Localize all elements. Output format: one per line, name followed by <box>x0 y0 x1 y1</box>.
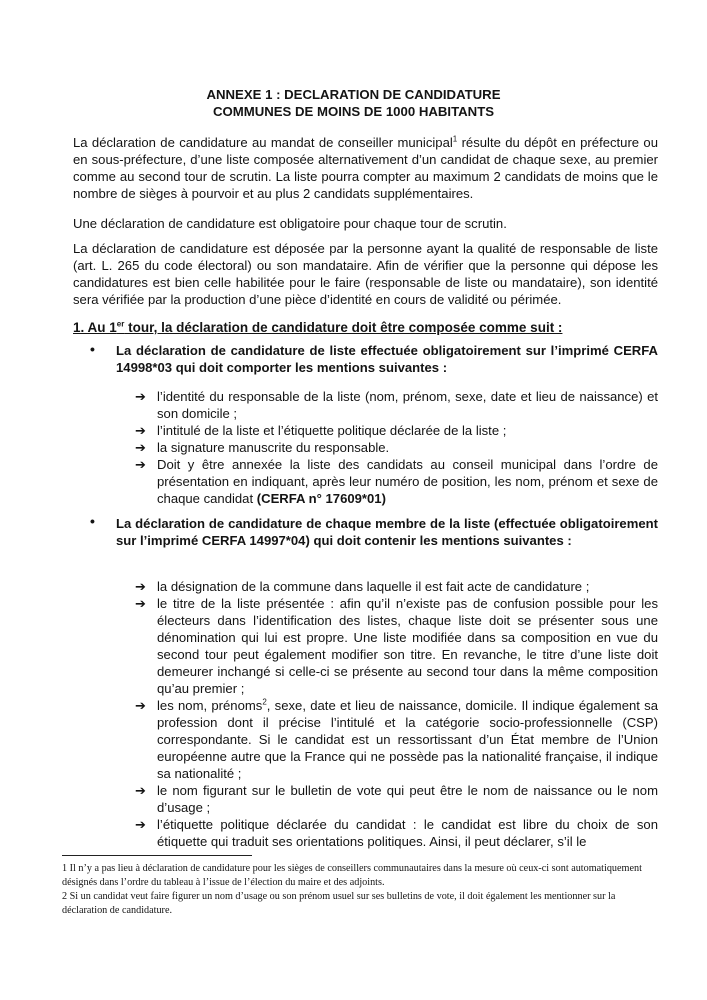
intro-paragraph-1: La déclaration de candidature au mandat de conseiller municipal$^1$ résulte du dépôt en préfecture ou en sous-préfecture, d’une liste composée alternativement d’un candidat de chaque sexe, au premier comme au second tour de scrutin. La liste pourra compter au maximum 2 candidats de moins que le nombre de sièges à pourvoir et au plus 2 candidats supplémentaires. <box>73 134 659 201</box>
arrow-right-icon: ➔ <box>135 389 146 404</box>
title-line-2: COMMUNES DE MOINS DE 1000 HABITANTS <box>212 104 495 119</box>
list-item: ➔ l’étiquette politique déclarée du candidat : le candidat est libre du choix de son étiquette qui traduit ses orientations politiques. Ainsi, il peut déclarer, s’il le <box>135 817 658 849</box>
bullet-1-text: La déclaration de candidature de liste effectuée obligatoirement sur l’imprimé CERFA 14998*03 qui doit comporter les mentions suivantes : <box>116 343 658 375</box>
footnote-ref-2: 2 <box>262 697 267 707</box>
arrow-right-icon: ➔ <box>135 579 146 594</box>
intro-paragraph-3: La déclaration de candidature est déposée par la personne ayant la qualité de responsable de liste (art. L. 265 du code électoral) ou son mandataire. Afin de vérifier que la personne qui dépose les candidatures est bien celle habilitée pour le faire (responsable de liste ou mandataire), son identité sera vérifiée par la production d’une pièce d’identité en cours de validité ou périmée. <box>73 241 658 307</box>
footnote-1: 1 Il n’y a pas lieu à déclaration de candidature pour les sièges de conseillers communautaires dans la mesure où ceux-ci sont automatiquement désignés dans l’ordre du tableau à l’issue de l’élection du maire et des adjoints. <box>62 863 642 888</box>
list-item: ➔ l’intitulé de la liste et l’étiquette politique déclarée de la liste ; <box>135 423 507 438</box>
footnote-ref-1: 1 <box>452 134 458 144</box>
arrow-right-icon: ➔ <box>135 698 146 713</box>
footnote-divider <box>62 855 252 856</box>
list-item: ➔ le nom figurant sur le bulletin de vote qui peut être le nom de naissance ou le nom d’usage ; <box>135 783 658 815</box>
arrow-right-icon: ➔ <box>135 817 146 832</box>
title-line-1: ANNEXE 1 : DECLARATION DE CANDIDATURE <box>206 87 501 102</box>
arrow-right-icon: ➔ <box>135 783 146 798</box>
list-item: ➔ les nom, prénoms$^2$, sexe, date et lieu de naissance, domicile. Il indique également sa profession dont il précise l’intitulé et la catégorie socio-professionnelle (CSP) correspondante. Si le candidat est un ressortissant d’un État membre de l’Union européenne autre que la France qui ne possède pas la nationalité française, il indique sa nationalité ; <box>135 697 658 781</box>
bullet-icon: • <box>90 341 95 357</box>
list-item: ➔ la désignation de la commune dans laquelle il est fait acte de candidature ; <box>135 579 590 594</box>
bullet-2-text: La déclaration de candidature de chaque membre de la liste (effectuée obligatoirement sur l’imprimé CERFA 14997*04) qui doit contenir les mentions suivantes : <box>116 516 658 548</box>
arrow-right-icon: ➔ <box>135 596 146 611</box>
arrow-right-icon: ➔ <box>135 457 146 472</box>
intro-paragraph-2: Une déclaration de candidature est obligatoire pour chaque tour de scrutin. <box>73 216 507 231</box>
list-item: ➔ la signature manuscrite du responsable. <box>135 440 390 455</box>
list-item: ➔ Doit y être annexée la liste des candidats au conseil municipal dans l’ordre de présentation en indiquant, après leur numéro de position, les nom, prénom et sexe de chaque candidat (CERFA n° 17609*01) <box>135 457 658 506</box>
list-item: ➔ le titre de la liste présentée : afin qu’il n’existe pas de confusion possible pour les électeurs dans l’identification des listes, chaque liste doit se présenter sous une dénomination qui lui est propre. Une liste modifiée dans sa composition en vue du second tour peut également modifier son titre. En revanche, le titre d’une liste doit demeurer inchangé si celle-ci se présente au second tour dans la même composition qu’au premier ; <box>135 596 658 696</box>
section-1-heading: 1. Au 1er tour, la déclaration de candidature doit être composée comme suit : <box>73 319 563 335</box>
footnote-2: 2 Si un candidat veut faire figurer un nom d’usage ou son prénom usuel sur ses bulletins de vote, il doit également les mentionner sur la déclaration de candidature. <box>62 891 616 916</box>
bullet-2-list <box>135 578 658 850</box>
arrow-right-icon: ➔ <box>135 440 146 455</box>
arrow-right-icon: ➔ <box>135 423 146 438</box>
list-item: ➔ l’identité du responsable de la liste (nom, prénom, sexe, date et lieu de naissance) et son domicile ; <box>135 389 658 421</box>
footnotes <box>62 862 662 918</box>
bullet-icon: • <box>90 513 95 529</box>
bullet-1-list <box>135 388 658 507</box>
annex-title <box>0 86 707 120</box>
